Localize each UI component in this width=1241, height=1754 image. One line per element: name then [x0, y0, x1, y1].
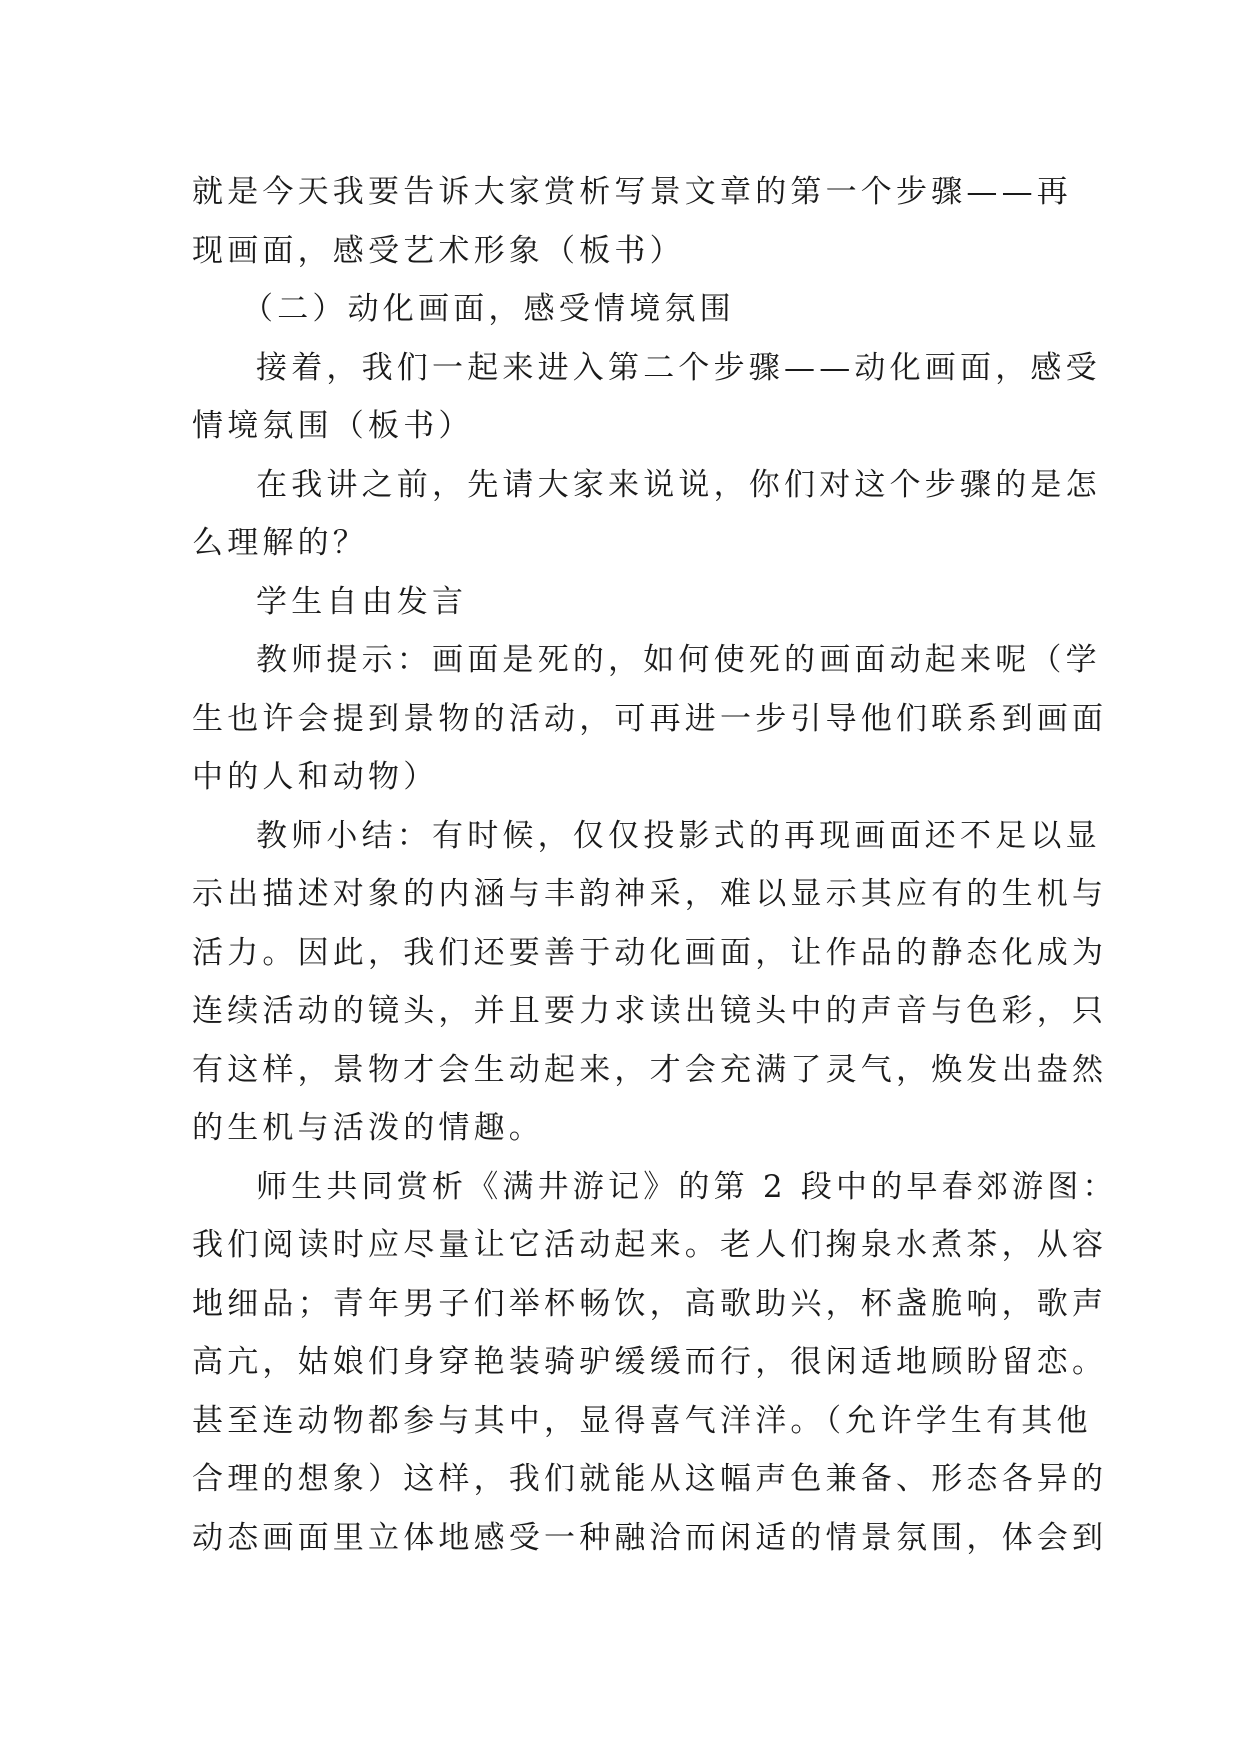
text-line: 就是今天我要告诉大家赏析写景文章的第一个步骤——再 [192, 174, 1072, 210]
text-line: 高亢，姑娘们身穿艳装骑驴缓缓而行，很闲适地顾盼留恋。 [192, 1344, 1108, 1380]
text-line: 接着，我们一起来进入第二个步骤——动化画面，感受 [256, 349, 1101, 386]
text-line: 教师提示：画面是死的，如何使死的画面动起来呢（学 [256, 642, 1101, 678]
text-line: 的生机与活泼的情趣。 [192, 1110, 544, 1146]
text-line: 我们阅读时应尽量让它活动起来。老人们掬泉水煮茶，从容 [192, 1227, 1108, 1263]
text-line: 示出描述对象的内涵与丰韵神采，难以显示其应有的生机与 [192, 876, 1108, 912]
text-line: 甚至连动物都参与其中，显得喜气洋洋。（允许学生有其他 [192, 1402, 1092, 1439]
text-line: 有这样，景物才会生动起来，才会充满了灵气，焕发出盎然 [192, 1051, 1108, 1088]
text-line: 生也许会提到景物的活动，可再进一步引导他们联系到画面 [192, 700, 1108, 737]
text-line: 学生自由发言 [256, 583, 468, 620]
text-line: 合理的想象）这样，我们就能从这幅声色兼备、形态各异的 [192, 1461, 1108, 1497]
document-body [192, 163, 1118, 1567]
text-line: 师生共同赏析《满井游记》的第 2 段中的早春郊游图： [256, 1168, 1118, 1205]
text-line: 动态画面里立体地感受一种融洽而闲适的情景氛围，体会到 [192, 1519, 1108, 1556]
text-line: 中的人和动物） [192, 759, 439, 795]
text-line: 么理解的？ [192, 525, 368, 561]
text-line: 在我讲之前，先请大家来说说，你们对这个步骤的是怎 [256, 466, 1101, 503]
text-line: 活力。因此，我们还要善于动化画面，让作品的静态化成为 [192, 934, 1108, 971]
text-line: 连续活动的镜头，并且要力求读出镜头中的声音与色彩，只 [192, 993, 1108, 1029]
text-line: 现画面，感受艺术形象（板书） [192, 232, 685, 269]
text-line: 教师小结：有时候，仅仅投影式的再现画面还不足以显 [256, 817, 1101, 854]
text-line: 情境氛围（板书） [192, 408, 474, 444]
section-heading: （二）动化画面，感受情境氛围 [242, 291, 735, 327]
text-line: 地细品；青年男子们举杯畅饮，高歌助兴，杯盏脆响，歌声 [192, 1285, 1108, 1322]
